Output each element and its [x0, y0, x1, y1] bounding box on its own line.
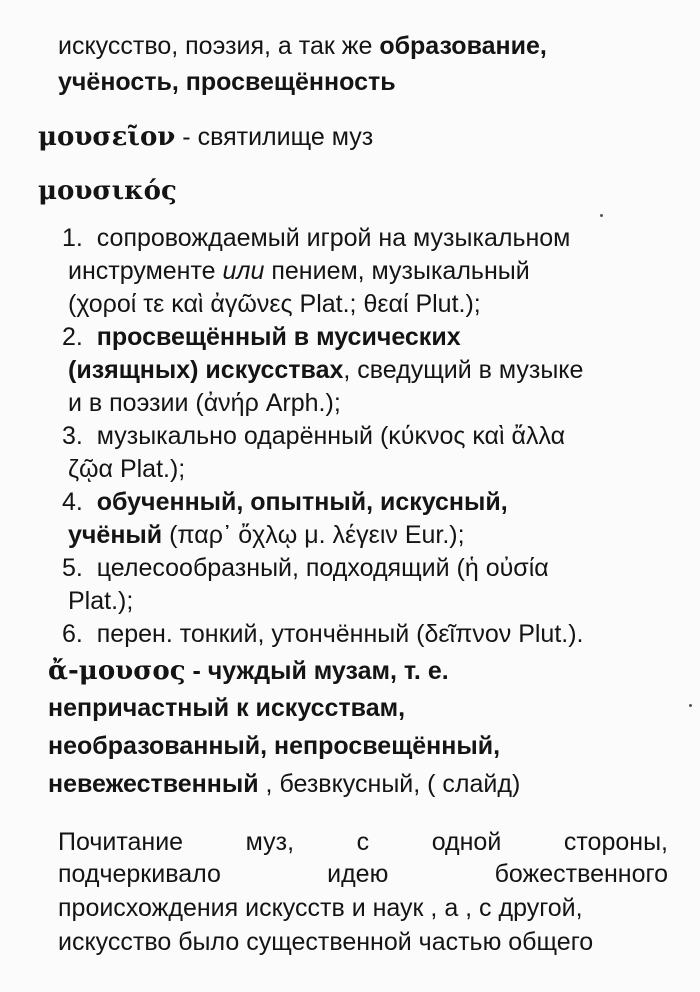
definition-4-line-2	[68, 523, 465, 548]
definition-text: сопровождаемый игрой на музыкальном	[96, 224, 571, 252]
amousos-line-3	[48, 734, 500, 759]
amousos-line-1	[48, 658, 449, 684]
definition-number: 6.	[62, 620, 83, 648]
definition-bold-text: (изящных) искусствах	[68, 356, 344, 384]
amousos-text: , безвкусный, ( слайд)	[258, 770, 521, 798]
definition-text: музыкально одарённый (κύκνος καὶ ἄλλα	[96, 422, 566, 450]
paragraph-line-3	[58, 896, 583, 921]
definition-5-line-2	[68, 589, 133, 614]
definition-6-line-1	[62, 622, 583, 647]
definition-2-line-1	[62, 325, 461, 350]
definition-text: , сведущий в музыке	[343, 356, 584, 384]
definition-2-line-3	[68, 391, 341, 416]
intro-line-2	[58, 70, 396, 95]
paragraph-line-2	[58, 862, 668, 887]
definition-number: 3.	[62, 422, 83, 450]
intro-plain-text: искусство, поэзия, а так же	[58, 32, 380, 60]
definition-text: пением, музыкальный	[264, 257, 530, 285]
amousos-line-2	[48, 696, 405, 721]
definition-bold-text: просвещённый в мусических	[96, 323, 461, 351]
intro-bold-text-2: учёность, просвещённость	[58, 68, 396, 96]
definition-number: 4.	[62, 488, 83, 516]
definition-text: инструменте	[68, 257, 223, 285]
definition-3-line-1	[62, 424, 565, 449]
paragraph-word: с	[356, 828, 370, 856]
mousikos-heading	[38, 178, 177, 204]
definition-citation: (χοροί τε καὶ ἀγῶνες Plat.; θεαί Plut.);	[68, 290, 481, 318]
paragraph-word: одной	[431, 828, 502, 856]
intro-bold-text: образование,	[379, 32, 547, 60]
amousos-line-4	[48, 772, 520, 797]
definition-citation: и в поэзии (ἀνήρ Arph.);	[68, 389, 341, 417]
amousos-bold-text: необразованный, непросвещённый,	[48, 732, 501, 760]
amousos-bold-text: непричастный к искусствам,	[48, 694, 406, 722]
definition-2-line-2	[68, 358, 583, 383]
definition-3-line-2	[68, 457, 185, 482]
definition-number: 2.	[62, 323, 83, 351]
paragraph-word: стороны,	[563, 828, 668, 856]
paragraph-word: подчеркивало	[58, 860, 221, 888]
definition-number: 5.	[62, 554, 83, 582]
mousikos-word: μουσικός	[38, 176, 177, 206]
definition-citation: (παρ᾽ ὄχλῳ μ. λέγειν Eur.);	[162, 521, 465, 549]
amousos-bold-text: невежественный	[48, 770, 259, 798]
definition-bold-text: учёный	[68, 521, 163, 549]
paragraph-line-4	[58, 930, 593, 955]
museion-definition: - святилище муз	[175, 123, 374, 151]
scan-speck	[689, 704, 692, 707]
definition-1-line-2	[68, 259, 530, 284]
intro-line-1	[58, 34, 547, 59]
museion-entry	[38, 124, 373, 150]
definition-4-line-1	[62, 490, 508, 515]
paragraph-word: божественного	[494, 860, 668, 888]
paragraph-word: муз,	[245, 828, 295, 856]
definition-5-line-1	[62, 556, 549, 581]
definition-number: 1.	[62, 224, 83, 252]
scan-speck	[600, 214, 603, 217]
paragraph-word: идею	[327, 860, 389, 888]
definition-citation: Plat.);	[68, 587, 134, 615]
definition-1-line-1	[62, 226, 570, 251]
paragraph-text: искусство было существенной частью общего	[58, 928, 594, 956]
paragraph-text: происхождения искусств и наук , а , с другой,	[58, 894, 583, 922]
amousos-word: ἄ-μουσος	[48, 656, 186, 686]
paragraph-word: Почитание	[58, 828, 184, 856]
definition-1-line-3	[68, 292, 481, 317]
definition-citation: ζῷα Plat.);	[68, 455, 186, 483]
definition-text: целесообразный, подходящий (ἡ οὐσία	[96, 554, 549, 582]
definition-bold-text: обученный, опытный, искусный,	[96, 488, 508, 516]
amousos-bold-text: - чуждый музам, т. е.	[185, 657, 449, 685]
definition-text: перен. тонкий, утончённый (δεῖπνον Plut.).	[96, 620, 584, 648]
paragraph-line-1	[58, 830, 668, 855]
museion-word: μουσεῖον	[38, 122, 176, 152]
definition-italic-text: или	[222, 257, 265, 285]
